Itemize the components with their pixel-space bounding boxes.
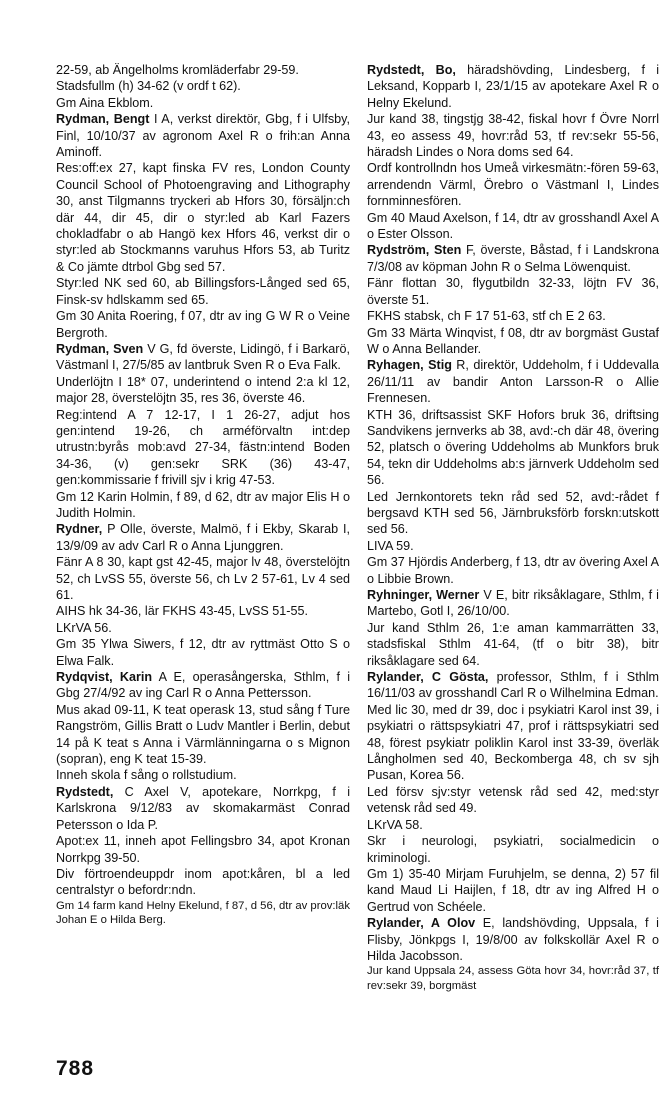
entry-paragraph — [367, 702, 659, 784]
person-name: Ryhninger, Werner — [367, 588, 480, 602]
entry-text: Div förtroendeuppdr inom apot:kåren, bl a led centralstyr o befordr:ndn. — [56, 866, 350, 898]
entry-heading-paragraph — [56, 111, 350, 160]
entry-text: Res:off:ex 27, kapt finska FV res, London County Council School of Photoengraving and Lithography 30, anst Tilgmanns tryckeri ab Hfors 30, försäljn:ch där 44, dir 45, dir o styr:led ab Karl Fazers chokladfabr o ab Hangö kex Hfors 46, verkst dir o styr:led ab Stockmanns varuhus Hfors 53, ab Turitz & Co jämte dtrbol Gbg sed 57. — [56, 161, 350, 274]
person-name: Rydman, Bengt — [56, 112, 150, 127]
entry-text: Med lic 30, med dr 39, doc i psykiatri Karol inst 39, i psykiatri o rättspsykiatri 47, prof i rättspsykiatri sed 48, förest psykiatr poliklin Karol inst 33-39, överläk Långholmen sed 40, Beckomberga 48, ch sv sjh Pusan, Korea 56. — [367, 702, 659, 783]
person-name: Rydstedt, Bo, — [367, 63, 456, 77]
person-name: Rydman, Sven — [56, 341, 144, 356]
person-name: Rydstedt, — [56, 784, 114, 799]
entry-text: Led Jernkontorets tekn råd sed 52, avd:-rådet f bergsavd KTH sed 56, Järnbruksförb forskn:utskott sed 56. — [367, 489, 659, 537]
entry-text: Led försv sjv:styr vetensk råd sed 42, med:styr vetensk råd sed 49. — [367, 784, 659, 816]
entry-heading-paragraph — [56, 784, 350, 833]
entry-paragraph — [56, 407, 350, 489]
entry-paragraph — [56, 308, 350, 341]
entry-paragraph — [56, 554, 350, 603]
entry-heading-paragraph — [56, 669, 350, 702]
entry-text: C Axel V, apotekare, Norrkpg, f i Karlskrona 9/12/83 av skomakarmäst Conrad Petersson o Ida P. — [56, 784, 350, 832]
entry-text: V G, fd överste, Lidingö, f i Barkarö, Västmanl I, 27/5/85 av lantbruk Sven R o Eva Falk. — [56, 341, 350, 373]
entry-paragraph — [56, 95, 350, 111]
left-column — [56, 62, 350, 928]
entry-paragraph — [56, 702, 350, 768]
entry-paragraph — [56, 603, 350, 619]
entry-text: Gm 1) 35-40 Mirjam Furuhjelm, se denna, 2) 57 fil kand Maud Li Haijlen, f 18, dtr av ing Alfred H o Gertrud von Schéele. — [367, 866, 659, 914]
entry-text: häradshövding, Lindesberg, f i Leksand, Kopparb I, 23/1/15 av apotekare Axel R o Helny Ekelund. — [367, 63, 659, 110]
entry-text: Reg:intend A 7 12-17, I 1 26-27, adjut hos gen:intend 19-26, ch arméförvaltn int:dep utrustn:byrås mob:avd 27-34, fästn:intend Boden 34-36, (v) gen:sekr SRK (36) 43-47, gen:kommissarie f frivill sjv i krig 47-53. — [56, 407, 350, 488]
entry-paragraph — [367, 964, 659, 993]
entry-text: LKrVA 58. — [367, 817, 423, 832]
entry-paragraph — [56, 636, 350, 669]
entry-text: R, direktör, Uddeholm, f i Uddevalla 26/11/11 av bandir Anton Larsson-R o Allie Frennesen. — [367, 358, 660, 406]
entry-paragraph — [56, 489, 350, 522]
entry-heading-paragraph — [367, 669, 659, 702]
entry-text: Apot:ex 11, inneh apot Fellingsbro 34, apot Kronan Norrkpg 39-50. — [56, 834, 350, 865]
entry-paragraph — [367, 210, 659, 243]
entry-paragraph — [367, 833, 659, 866]
entry-text: LKrVA 56. — [56, 620, 112, 635]
person-name: Rylander, A Olov — [367, 916, 476, 931]
entry-paragraph — [367, 489, 659, 538]
entry-heading-paragraph — [367, 587, 659, 620]
entry-paragraph — [367, 866, 659, 915]
entry-paragraph — [56, 374, 350, 407]
entry-text: Jur kand 38, tingstjg 38-42, fiskal hovr f Övre Norrl 43, eo assess 49, hovr:råd 53, tf rev:sekr 55-56, häradsh Lindes o Nora doms sed 64. — [367, 112, 659, 160]
entry-text: Styr:led NK sed 60, ab Billingsfors-Långed sed 65, Finsk-sv hdlskamm sed 65. — [56, 276, 350, 307]
person-name: Rydqvist, Karin — [56, 670, 153, 685]
entry-heading-paragraph — [367, 62, 659, 111]
entry-paragraph — [56, 275, 350, 308]
entry-text: Mus akad 09-11, K teat operask 13, stud sång f Ture Rangström, Gillis Bratt o Ludv Mantler i Berlin, debut 14 på K teat s Anna i Värmlänningarna o s Mignon (sopran), eng K teat 15-39. — [56, 702, 350, 767]
entry-text: Stadsfullm (h) 34-62 (v ordf t 62). — [56, 79, 241, 94]
entry-paragraph — [56, 866, 350, 899]
entry-text: Gm 35 Ylwa Siwers, f 12, dtr av ryttmäst Otto S o Elwa Falk. — [56, 637, 350, 668]
entry-text: AIHS hk 34-36, lär FKHS 43-45, LvSS 51-55. — [56, 604, 308, 619]
entry-text: 22-59, ab Ängelholms kromläderfabr 29-59. — [56, 63, 299, 77]
entry-paragraph — [367, 111, 659, 160]
entry-paragraph — [56, 620, 350, 636]
entry-text: A E, operasångerska, Sthlm, f i Gbg 27/4/92 av ing Carl R o Anna Pettersson. — [56, 670, 350, 701]
entry-text: Skr i neurologi, psykiatri, socialmedicin o kriminologi. — [367, 834, 659, 865]
entry-text: Inneh skola f sång o rollstudium. — [56, 768, 237, 783]
entry-paragraph — [56, 899, 350, 928]
entry-text: Gm 12 Karin Holmin, f 89, d 62, dtr av major Elis H o Judith Holmin. — [56, 489, 350, 520]
entry-paragraph — [367, 325, 659, 358]
entry-text: Fänr flottan 30, flygutbildn 32-33, löjtn FV 36, överste 51. — [367, 276, 659, 307]
entry-text: Gm 37 Hjördis Anderberg, f 13, dtr av övering Axel A o Libbie Brown. — [367, 555, 659, 586]
person-name: Ryhagen, Stig — [367, 358, 452, 373]
entry-text: I A, verkst direktör, Gbg, f i Ulfsby, Finl, 10/10/37 av agronom Axel R o frih:an Anna Aminoff. — [56, 112, 350, 160]
entry-text: KTH 36, driftsassist SKF Hofors bruk 36, driftsing Sandvikens jernverks ab 38, avd:-ch där 48, övering 52, platsch o övering Uddeholms ab Munkfors bruk 54, tekn dir Uddeholms ab:s järnverk Uddeholm sed 56. — [367, 407, 659, 488]
entry-text: FKHS stabsk, ch F 17 51-63, stf ch E 2 63. — [367, 309, 606, 324]
entry-text: Gm Aina Ekblom. — [56, 95, 154, 110]
entry-heading-paragraph — [367, 915, 659, 964]
entry-heading-paragraph — [367, 242, 659, 275]
entry-text: Gm 30 Anita Roering, f 07, dtr av ing G W R o Veine Bergroth. — [56, 309, 350, 340]
entry-text: LIVA 59. — [367, 538, 414, 553]
entry-paragraph — [367, 160, 659, 209]
entry-text: Ordf kontrollndn hos Umeå virkesmätn:-fören 59-63, arrendendn Värml, Örebro o Västmanl I, Lindes fornminnesfören. — [367, 161, 659, 209]
entry-paragraph — [367, 784, 659, 817]
entry-text: Gm 33 Märta Winqvist, f 08, dtr av borgmäst Gustaf W o Anna Bellander. — [367, 325, 659, 356]
entry-paragraph — [367, 554, 659, 587]
entry-paragraph — [367, 275, 659, 308]
person-name: Rylander, C Gösta, — [367, 670, 489, 685]
entry-text: Gm 14 farm kand Helny Ekelund, f 87, d 56, dtr av prov:läk Johan E o Hilda Berg. — [56, 899, 350, 927]
entry-paragraph — [367, 817, 659, 833]
entry-text: F, överste, Båstad, f i Landskrona 7/3/08 av köpman John R o Selma Löwenquist. — [367, 243, 660, 274]
right-column — [367, 62, 659, 993]
entry-paragraph — [56, 160, 350, 275]
entry-paragraph — [56, 78, 350, 94]
entry-text: Jur kand Uppsala 24, assess Göta hovr 34, hovr:råd 37, tf rev:sekr 39, borgmäst — [367, 965, 659, 992]
person-name: Rydner, — [56, 522, 103, 537]
page-number: 788 — [56, 1057, 95, 1080]
entry-text: Fänr A 8 30, kapt gst 42-45, major lv 48, överstelöjtn 52, ch LvSS 55, överste 56, ch Lv 2 57-61, Lv 4 sed 61. — [56, 555, 350, 602]
entry-heading-paragraph — [56, 521, 350, 554]
entry-text: Jur kand Sthlm 26, 1:e aman kammarrätten 33, stadsfiskal Sthlm 41-64, (tf o bitr 38), bitr riksåklagare sed 64. — [367, 620, 659, 668]
entry-paragraph — [367, 308, 659, 324]
entry-text: V E, bitr riksåklagare, Sthlm, f i Martebo, Gotl I, 26/10/00. — [367, 588, 659, 619]
entry-text: Underlöjtn I 18* 07, underintend o intend 2:a kl 12, major 28, överstelöjtn 35, res 36, överste 46. — [56, 374, 350, 406]
entry-paragraph — [56, 833, 350, 866]
entry-heading-paragraph — [56, 341, 350, 374]
person-name: Rydström, Sten — [367, 243, 462, 258]
entry-heading-paragraph — [367, 357, 659, 406]
entry-text: E, landshövding, Uppsala, f i Flisby, Jönkpgs I, 19/8/00 av folkskollär Axel R o Hilda Jacobsson. — [367, 916, 659, 963]
entry-paragraph — [56, 62, 350, 78]
entry-text: P Olle, överste, Malmö, f i Ekby, Skarab I, 13/9/09 av adv Carl R o Anna Ljunggren. — [56, 522, 350, 553]
entry-paragraph — [367, 620, 659, 669]
entry-text: professor, Sthlm, f i Sthlm 16/11/03 av grosshandl Carl R o Wilhelmina Edman. — [367, 670, 659, 701]
entry-paragraph — [56, 767, 350, 783]
entry-paragraph — [367, 538, 659, 554]
entry-paragraph — [367, 407, 659, 489]
entry-text: Gm 40 Maud Axelson, f 14, dtr av grosshandl Axel A o Ester Olsson. — [367, 210, 659, 242]
